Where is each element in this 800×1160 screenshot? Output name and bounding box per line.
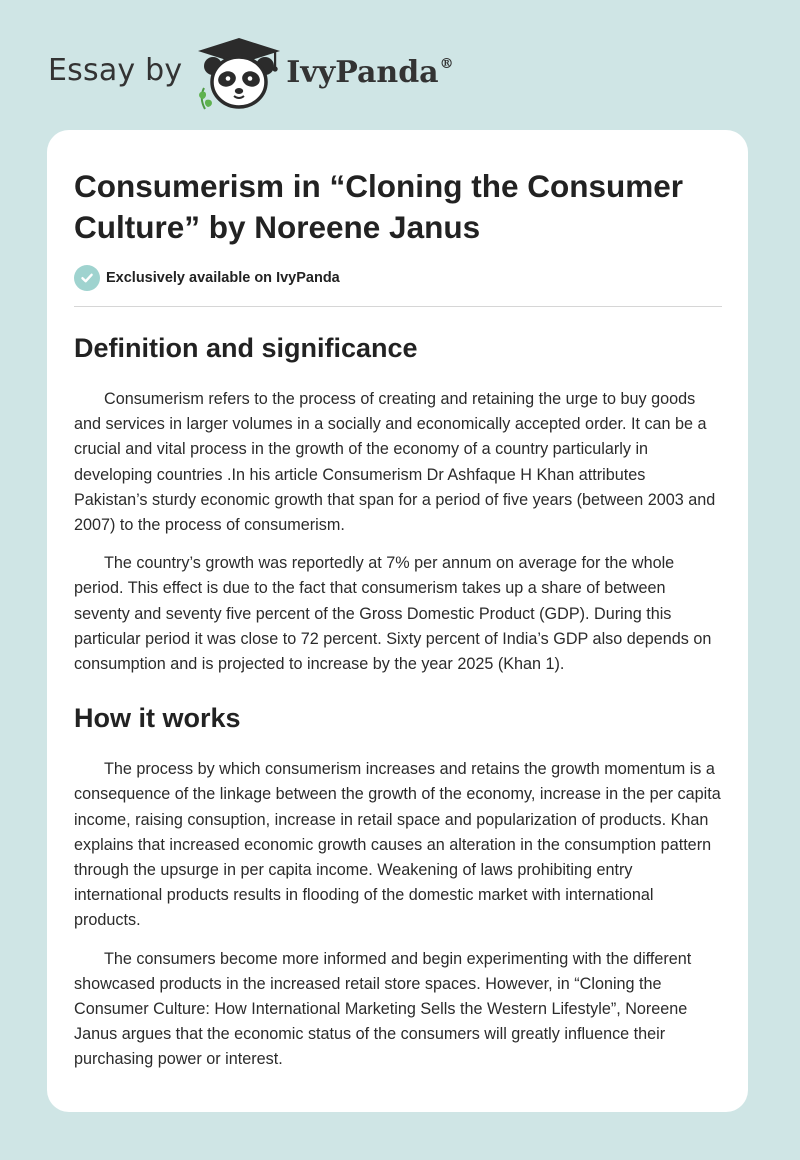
- section-how-it-works: [74, 701, 722, 1072]
- section-heading: Definition and significance: [74, 333, 418, 363]
- panda-graduate-icon: [196, 36, 282, 112]
- paragraph: The consumers become more informed and begin experimenting with the different showcased products in the increased retail store spaces. However, in “Cloning the Consumer Culture: How International Marketing Sells the Western Lifestyle”, Noreene Janus argues that the economic status of the consumers will greatly influence their purchasing power or interest.: [74, 949, 692, 1069]
- exclusive-badge-text: Exclusively available on IvyPanda: [106, 270, 340, 286]
- paragraph: The process by which consumerism increases and retains the growth momentum is a consequence of the linkage between the growth of the economy, increase in the per capita income, raising consuption, increase in retail space and popularization of products. Khan explains that increased economic growth causes an alteration in the consumption pattern through the upsurge in per capita income. Weakening of laws prohibiting entry international products results in flooding of the domestic market with international products.: [74, 760, 721, 930]
- brand-name-text: IvyPanda: [286, 54, 439, 90]
- check-circle-icon: [74, 265, 100, 291]
- registered-mark: ®: [439, 55, 454, 72]
- paragraph: Consumerism refers to the process of creating and retaining the urge to buy goods and services in larger volumes in a socially and economically accepted order. It can be a crucial and vital process in the growth of the economy of a country particularly in developing countries .In his article Consumerism Dr Ashfaque H Khan attributes Pakistan’s sturdy economic growth that span for a period of five years (between 2003 and 2007) to the process of consumerism.: [74, 390, 716, 535]
- brand-prefix: Essay by: [48, 52, 183, 88]
- title-divider: [74, 306, 722, 307]
- brand-name: [286, 55, 453, 90]
- paragraph: The country’s growth was reportedly at 7% per annum on average for the whole period. This effect is due to the fact that consumerism takes up a share of between seventy and seventy five percent of the Gross Domestic Product (GDP). During this particular period it was close to 72 percent. Sixty percent of India’s GDP also depends on consumption and is projected to increase by the year 2025 (Khan 1).: [74, 554, 712, 674]
- essay-title: Consumerism in “Cloning the Consumer Culture” by Noreene Janus: [74, 168, 684, 245]
- section-definition: [74, 331, 722, 677]
- brand-header: [48, 36, 454, 112]
- essay-card: [47, 130, 748, 1112]
- section-heading: How it works: [74, 703, 241, 734]
- exclusive-badge: [74, 264, 722, 292]
